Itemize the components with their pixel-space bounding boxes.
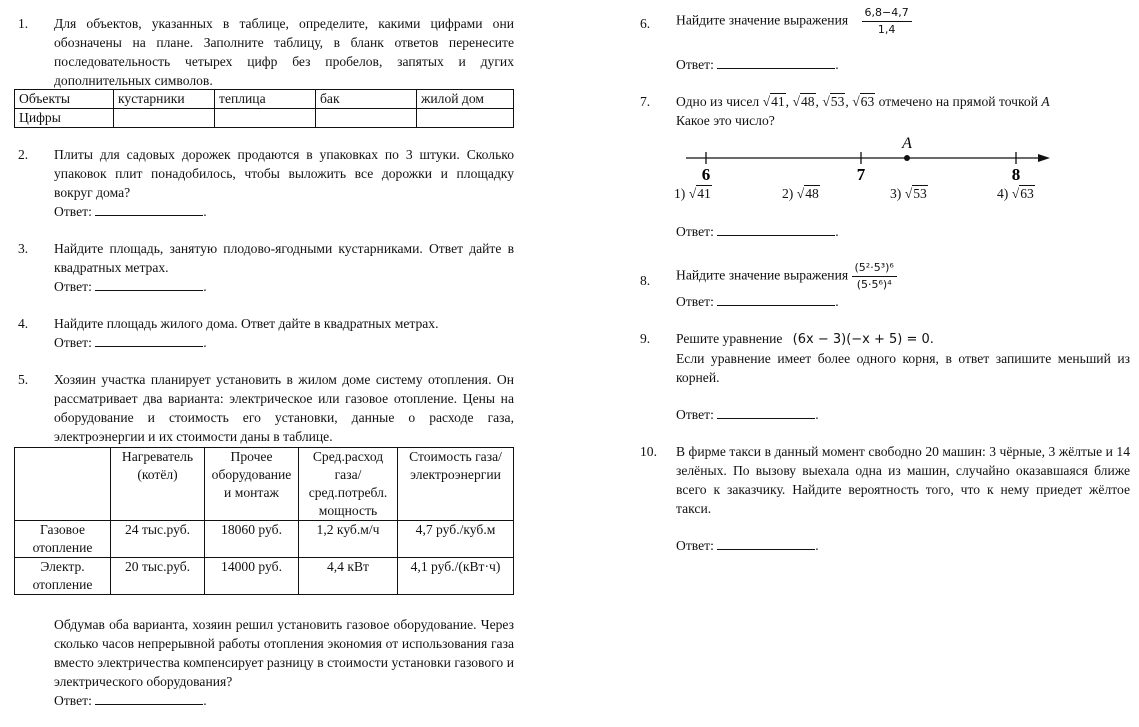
question-text: Какое это число? [676, 113, 775, 128]
table-cell: 24 тыс.руб. [111, 521, 205, 558]
table-cell: 18060 руб. [205, 521, 299, 558]
right-column [636, 6, 1130, 555]
question-text: Если уравнение имеет более одного корня, в ответ запишите меньший из корней. [676, 351, 1130, 385]
sqrt-expression: √53 [822, 94, 845, 109]
answer-cell[interactable] [316, 109, 417, 128]
question-text: Найдите значение выражения $\frac{6,8-4,7}{1,4}$ [676, 6, 1130, 37]
question-10 [636, 442, 1130, 555]
arrow-icon [1038, 154, 1050, 162]
table-cell: Газовое отопление [15, 521, 111, 558]
table-row [15, 558, 514, 595]
table-row [15, 521, 514, 558]
question-5 [14, 370, 514, 446]
question-number: 2. [18, 147, 29, 162]
table-cell: 4,4 кВт [299, 558, 398, 595]
table-cell: 4,1 руб./(кВт·ч) [398, 558, 514, 595]
heating-table [14, 447, 514, 595]
question-number: 4. [18, 316, 29, 331]
answer-line[interactable]: Ответ: . [676, 538, 819, 553]
option-1[interactable]: 1) √41 [674, 186, 711, 201]
table-row [15, 109, 514, 128]
table-cell: 1,2 куб.м/ч [299, 521, 398, 558]
question-9 [636, 329, 1130, 424]
table-header-cell: Объекты [15, 90, 114, 109]
option-2[interactable]: 2) √48 [782, 186, 819, 201]
sqrt-expression: √48 [792, 94, 815, 109]
left-column [14, 14, 514, 710]
question-5-continued [14, 615, 514, 710]
question-text: Плиты для садовых дорожек продаются в упаковках по 3 штуки. Сколько упаковок плит понадобилось, чтобы выложить все дорожки и площадку вокруг дома? [54, 147, 514, 200]
table-header-cell [15, 448, 111, 521]
answer-line[interactable]: Ответ: . [54, 693, 207, 708]
question-text: В фирме такси в данный момент свободно 20 машин: 3 чёрные, 3 жёлтые и 14 зелёных. По вызову выехала одна из машин, случайно оказавшаяся ближе всего к заказчику. Найдите вероятность того, что к нему приедет жёлтое такси. [676, 444, 1130, 516]
answer-line[interactable]: Ответ: . [676, 294, 839, 309]
point-label: A [902, 135, 912, 152]
question-number: 10. [640, 444, 657, 459]
tick-label: 6 [701, 165, 711, 184]
question-number: 7. [640, 94, 651, 109]
table-cell: 14000 руб. [205, 558, 299, 595]
answer-line[interactable]: Ответ: . [54, 279, 207, 294]
sqrt-expression: √41 [762, 94, 785, 109]
table-cell: 4,7 руб./куб.м [398, 521, 514, 558]
question-text: Решите уравнение (6x − 3)(−x + 5) = 0. [676, 331, 934, 347]
answer-line[interactable]: Ответ: . [676, 224, 839, 239]
table-header-cell: кустарники [114, 90, 215, 109]
question-3 [14, 239, 514, 296]
answer-line[interactable]: Ответ: . [54, 204, 207, 219]
table-header-cell: Сред.расход газа/ сред.потребл. мощность [299, 448, 398, 521]
question-7 [636, 92, 1130, 241]
table-row [15, 90, 514, 109]
question-2 [14, 145, 514, 221]
question-number: 8. [640, 273, 651, 288]
question-number: 9. [640, 331, 651, 346]
table-row [15, 448, 514, 521]
question-text: Хозяин участка планирует установить в жилом доме систему отопления. Он рассматривает два варианта: электрическое или газовое отопление. Цены на оборудование и стоимость его установки, данные о расходе газа, электроэнергии и их стоимости даны в таблице. [54, 372, 514, 444]
table-header-cell: бак [316, 90, 417, 109]
answer-options [636, 184, 1130, 204]
question-1 [14, 14, 514, 90]
question-number: 3. [18, 241, 29, 256]
point-marker [904, 155, 910, 161]
answer-cell[interactable] [215, 109, 316, 128]
objects-table [14, 89, 514, 128]
question-text: Одно из чисел √41, √48, √53, √63 отмечено на прямой точкой A [676, 94, 1050, 109]
question-6 [636, 6, 1130, 74]
sqrt-expression: √63 [852, 94, 875, 109]
option-4[interactable]: 4) √63 [997, 186, 1034, 201]
number-line [676, 134, 1056, 184]
expression-fraction: $\frac{6,8-4,7}{1,4}$ [862, 6, 912, 37]
table-header-cell: Прочее оборудование и монтаж [205, 448, 299, 521]
table-cell: Электр. отопление [15, 558, 111, 595]
question-number: 1. [18, 16, 29, 31]
answer-cell[interactable] [114, 109, 215, 128]
question-text: Найдите площадь жилого дома. Ответ дайте в квадратных метрах. [54, 316, 439, 331]
question-text: Найдите значение выражения $\frac{\text{(5²·5³)⁶}}{\text{(5·5⁶)⁴}}$ [676, 261, 1130, 292]
question-text: Обдумав оба варианта, хозяин решил установить газовое оборудование. Через сколько часов непрерывной работы отопления экономия от использования газа вместо электричества компенсирует разницу в стоимости установки газового и электрического оборудования? [54, 617, 514, 689]
expression-fraction: $\frac{\text{(5²·5³)⁶}}{\text{(5·5⁶)⁴}}$ [852, 261, 897, 292]
equation: (6x − 3)(−x + 5) = 0. [792, 332, 934, 347]
answer-line[interactable]: Ответ: . [676, 57, 839, 72]
question-8 [636, 261, 1130, 311]
table-header-cell: жилой дом [417, 90, 514, 109]
answer-cell[interactable] [417, 109, 514, 128]
table-header-cell: Стоимость газа/ электроэнергии [398, 448, 514, 521]
question-number: 5. [18, 372, 29, 387]
question-number: 6. [640, 16, 651, 31]
question-text: Найдите площадь, занятую плодово-ягодными кустарниками. Ответ дайте в квадратных метрах. [54, 241, 514, 275]
table-header-cell: Нагреватель (котёл) [111, 448, 205, 521]
table-cell: 20 тыс.руб. [111, 558, 205, 595]
answer-line[interactable]: Ответ: . [676, 407, 819, 422]
answer-line[interactable]: Ответ: . [54, 335, 207, 350]
table-header-cell: теплица [215, 90, 316, 109]
tick-label: 8 [1011, 165, 1021, 184]
table-row-label: Цифры [15, 109, 114, 128]
question-4 [14, 314, 514, 352]
tick-label: 7 [856, 165, 866, 184]
option-3[interactable]: 3) √53 [890, 186, 927, 201]
question-text: Для объектов, указанных в таблице, определите, какими цифрами они обозначены на плане. Заполните таблицу, в бланк ответов перенесите последовательность четырех цифр без пробелов, запятых и дугих дополнительных символов. [54, 16, 514, 88]
